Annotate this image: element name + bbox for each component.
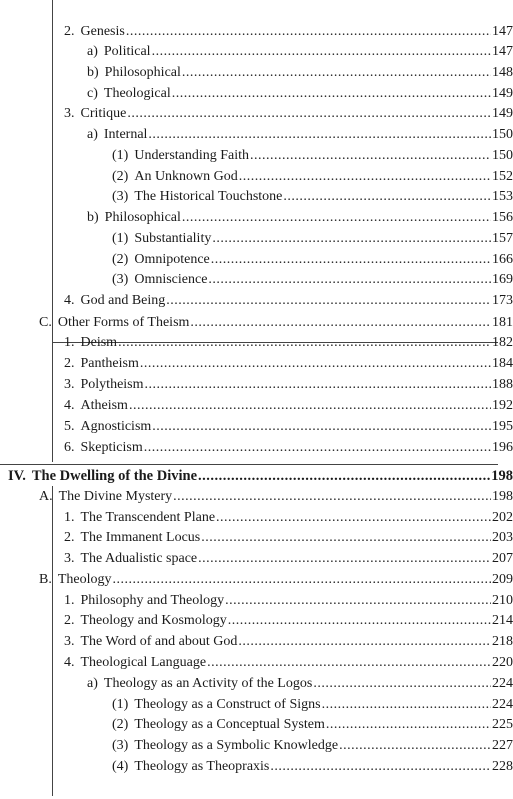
entry-number: (3) bbox=[112, 189, 129, 204]
toc-entry[interactable] bbox=[0, 653, 513, 673]
entry-title: Philosophy and Theology bbox=[80, 593, 225, 608]
entry-page: 148 bbox=[492, 65, 513, 80]
entry-title: Theology as a Conceptual System bbox=[134, 717, 325, 732]
entry-title: Theology as a Symbolic Knowledge bbox=[134, 738, 339, 753]
toc-entry[interactable] bbox=[0, 508, 513, 528]
dot-leader bbox=[322, 695, 491, 715]
entry-page: 147 bbox=[492, 44, 513, 59]
toc-entry[interactable] bbox=[0, 22, 513, 42]
dot-leader bbox=[339, 736, 491, 756]
toc-entry[interactable] bbox=[0, 250, 513, 270]
entry-number: 3. bbox=[64, 106, 75, 121]
entry-number: 2. bbox=[64, 613, 75, 628]
toc-entry[interactable] bbox=[0, 715, 513, 735]
entry-page: 156 bbox=[492, 210, 513, 225]
toc-entry[interactable] bbox=[0, 208, 513, 228]
toc-entry[interactable] bbox=[0, 291, 513, 311]
toc-entry[interactable] bbox=[0, 570, 513, 590]
entry-number: (1) bbox=[112, 148, 129, 163]
entry-title: The Word of and about God bbox=[80, 634, 238, 649]
entry-title: Theological bbox=[103, 86, 171, 101]
entry-page: 225 bbox=[492, 717, 513, 732]
entry-number: 3. bbox=[64, 377, 75, 392]
entry-number: (4) bbox=[112, 759, 129, 774]
entry-title: Theology as an Activity of the Logos bbox=[103, 676, 313, 691]
entry-number: B. bbox=[39, 572, 52, 587]
dot-leader bbox=[172, 84, 491, 104]
entry-number: (3) bbox=[112, 738, 129, 753]
toc-entry[interactable] bbox=[0, 736, 513, 756]
dot-leader bbox=[211, 250, 491, 270]
entry-page: 169 bbox=[492, 272, 513, 287]
entry-number: C. bbox=[39, 315, 52, 330]
entry-title: The Dwelling of the Divine bbox=[31, 468, 198, 484]
entry-title: Skepticism bbox=[80, 440, 143, 455]
entry-number: (2) bbox=[112, 169, 129, 184]
toc-entry[interactable] bbox=[0, 549, 513, 569]
toc-entry[interactable] bbox=[0, 167, 513, 187]
toc-entry[interactable] bbox=[0, 417, 513, 437]
entry-page: 188 bbox=[492, 377, 513, 392]
dot-leader bbox=[283, 187, 491, 207]
entry-title: Theology as a Construct of Signs bbox=[134, 697, 321, 712]
dot-leader bbox=[270, 757, 491, 777]
dot-leader bbox=[212, 229, 491, 249]
dot-leader bbox=[198, 466, 490, 486]
toc-entry[interactable] bbox=[0, 757, 513, 777]
toc-entry[interactable] bbox=[0, 375, 513, 395]
toc-entry[interactable] bbox=[0, 611, 513, 631]
toc-entry[interactable] bbox=[0, 187, 513, 207]
entry-title: The Historical Touchstone bbox=[134, 189, 283, 204]
dot-leader bbox=[129, 396, 491, 416]
entry-title: Deism bbox=[80, 335, 118, 350]
entry-number: a) bbox=[87, 676, 98, 691]
toc-entry-chapter[interactable] bbox=[0, 466, 513, 486]
entry-page: 214 bbox=[492, 613, 513, 628]
entry-page: 228 bbox=[492, 759, 513, 774]
entry-number: 1. bbox=[64, 335, 75, 350]
entry-page: 152 bbox=[492, 169, 513, 184]
entry-page: 210 bbox=[492, 593, 513, 608]
toc-entry[interactable] bbox=[0, 695, 513, 715]
entry-number: (2) bbox=[112, 252, 129, 267]
entry-page: 220 bbox=[492, 655, 513, 670]
toc-entry[interactable] bbox=[0, 229, 513, 249]
entry-number: b) bbox=[87, 65, 99, 80]
entry-page: 209 bbox=[492, 572, 513, 587]
entry-title: Omnipotence bbox=[134, 252, 210, 267]
dot-leader bbox=[113, 570, 492, 590]
entry-number: A. bbox=[39, 489, 53, 504]
entry-number: a) bbox=[87, 44, 98, 59]
dot-leader bbox=[190, 313, 491, 333]
entry-number: 6. bbox=[64, 440, 75, 455]
entry-title: The Divine Mystery bbox=[58, 489, 173, 504]
dot-leader bbox=[166, 291, 491, 311]
entry-page: 181 bbox=[492, 315, 513, 330]
toc-entry[interactable] bbox=[0, 125, 513, 145]
entry-page: 150 bbox=[492, 148, 513, 163]
entry-number: 4. bbox=[64, 293, 75, 308]
entry-number: (3) bbox=[112, 272, 129, 287]
toc-entry[interactable] bbox=[0, 632, 513, 652]
dot-leader bbox=[126, 22, 491, 42]
entry-page: 166 bbox=[492, 252, 513, 267]
toc-entry[interactable] bbox=[0, 84, 513, 104]
dot-leader bbox=[173, 487, 491, 507]
dot-leader bbox=[228, 611, 491, 631]
dot-leader bbox=[207, 653, 491, 673]
entry-title: Philosophical bbox=[104, 65, 181, 80]
dot-leader bbox=[182, 63, 491, 83]
toc-entry[interactable] bbox=[0, 63, 513, 83]
dot-leader bbox=[250, 146, 491, 166]
entry-page: 157 bbox=[492, 231, 513, 246]
entry-number: a) bbox=[87, 127, 98, 142]
entry-title: Atheism bbox=[80, 398, 128, 413]
entry-title: Theology as Theopraxis bbox=[134, 759, 270, 774]
entry-page: 149 bbox=[492, 106, 513, 121]
entry-page: 149 bbox=[492, 86, 513, 101]
outline-rule bbox=[0, 464, 498, 465]
entry-title: Omniscience bbox=[134, 272, 208, 287]
toc-entry[interactable] bbox=[0, 674, 513, 694]
entry-number: 4. bbox=[64, 398, 75, 413]
entry-title: The Adualistic space bbox=[80, 551, 198, 566]
dot-leader bbox=[225, 591, 491, 611]
toc-entry[interactable] bbox=[0, 487, 513, 507]
dot-leader bbox=[198, 549, 491, 569]
dot-leader bbox=[144, 438, 491, 458]
entry-title: Polytheism bbox=[80, 377, 144, 392]
entry-page: 218 bbox=[492, 634, 513, 649]
dot-leader bbox=[238, 632, 491, 652]
entry-title: The Transcendent Plane bbox=[80, 510, 216, 525]
entry-number: IV. bbox=[8, 468, 26, 484]
entry-number: 2. bbox=[64, 530, 75, 545]
dot-leader bbox=[239, 167, 491, 187]
entry-page: 192 bbox=[492, 398, 513, 413]
entry-title: Internal bbox=[103, 127, 148, 142]
entry-title: Pantheism bbox=[80, 356, 139, 371]
entry-title: Understanding Faith bbox=[134, 148, 250, 163]
dot-leader bbox=[208, 270, 491, 290]
dot-leader bbox=[145, 375, 491, 395]
dot-leader bbox=[326, 715, 491, 735]
entry-page: 196 bbox=[492, 440, 513, 455]
toc-entry[interactable] bbox=[0, 313, 513, 333]
entry-page: 203 bbox=[492, 530, 513, 545]
entry-title: Theology and Kosmology bbox=[80, 613, 227, 628]
toc-entry[interactable] bbox=[0, 354, 513, 374]
entry-number: 1. bbox=[64, 593, 75, 608]
entry-number: 1. bbox=[64, 510, 75, 525]
toc-entry[interactable] bbox=[0, 333, 513, 353]
entry-page: 224 bbox=[492, 697, 513, 712]
entry-page: 147 bbox=[492, 24, 513, 39]
dot-leader bbox=[152, 417, 491, 437]
entry-title: Political bbox=[103, 44, 151, 59]
toc-entry[interactable] bbox=[0, 42, 513, 62]
dot-leader bbox=[182, 208, 491, 228]
entry-page: 227 bbox=[492, 738, 513, 753]
entry-page: 150 bbox=[492, 127, 513, 142]
entry-title: Philosophical bbox=[104, 210, 181, 225]
entry-number: (2) bbox=[112, 717, 129, 732]
entry-number: 3. bbox=[64, 634, 75, 649]
entry-title: An Unknown God bbox=[134, 169, 238, 184]
toc-entry[interactable] bbox=[0, 438, 513, 458]
entry-title: Theological Language bbox=[80, 655, 207, 670]
toc-entry[interactable] bbox=[0, 591, 513, 611]
entry-page: 207 bbox=[492, 551, 513, 566]
entry-page: 198 bbox=[492, 489, 513, 504]
entry-page: 198 bbox=[491, 468, 513, 484]
dot-leader bbox=[313, 674, 491, 694]
entry-title: Agnosticism bbox=[80, 419, 152, 434]
dot-leader bbox=[127, 104, 491, 124]
dot-leader bbox=[201, 528, 491, 548]
toc-entry[interactable] bbox=[0, 270, 513, 290]
entry-page: 202 bbox=[492, 510, 513, 525]
dot-leader bbox=[140, 354, 491, 374]
entry-number: c) bbox=[87, 86, 98, 101]
entry-number: 2. bbox=[64, 24, 75, 39]
entry-page: 195 bbox=[492, 419, 513, 434]
entry-page: 173 bbox=[492, 293, 513, 308]
entry-title: Critique bbox=[80, 106, 127, 121]
entry-title: Substantiality bbox=[134, 231, 212, 246]
entry-title: The Immanent Locus bbox=[80, 530, 201, 545]
toc-entry[interactable] bbox=[0, 528, 513, 548]
entry-page: 182 bbox=[492, 335, 513, 350]
toc-entry[interactable] bbox=[0, 146, 513, 166]
entry-title: Theology bbox=[57, 572, 112, 587]
toc-entry[interactable] bbox=[0, 104, 513, 124]
entry-title: Genesis bbox=[80, 24, 125, 39]
entry-number: b) bbox=[87, 210, 99, 225]
dot-leader bbox=[152, 42, 491, 62]
entry-number: (1) bbox=[112, 231, 129, 246]
dot-leader bbox=[118, 333, 491, 353]
entry-number: 5. bbox=[64, 419, 75, 434]
toc-entry[interactable] bbox=[0, 396, 513, 416]
dot-leader bbox=[148, 125, 491, 145]
entry-page: 184 bbox=[492, 356, 513, 371]
entry-number: 2. bbox=[64, 356, 75, 371]
entry-title: Other Forms of Theism bbox=[57, 315, 190, 330]
entry-title: God and Being bbox=[80, 293, 166, 308]
dot-leader bbox=[216, 508, 491, 528]
entry-page: 224 bbox=[492, 676, 513, 691]
entry-number: 4. bbox=[64, 655, 75, 670]
entry-number: (1) bbox=[112, 697, 129, 712]
entry-page: 153 bbox=[492, 189, 513, 204]
entry-number: 3. bbox=[64, 551, 75, 566]
